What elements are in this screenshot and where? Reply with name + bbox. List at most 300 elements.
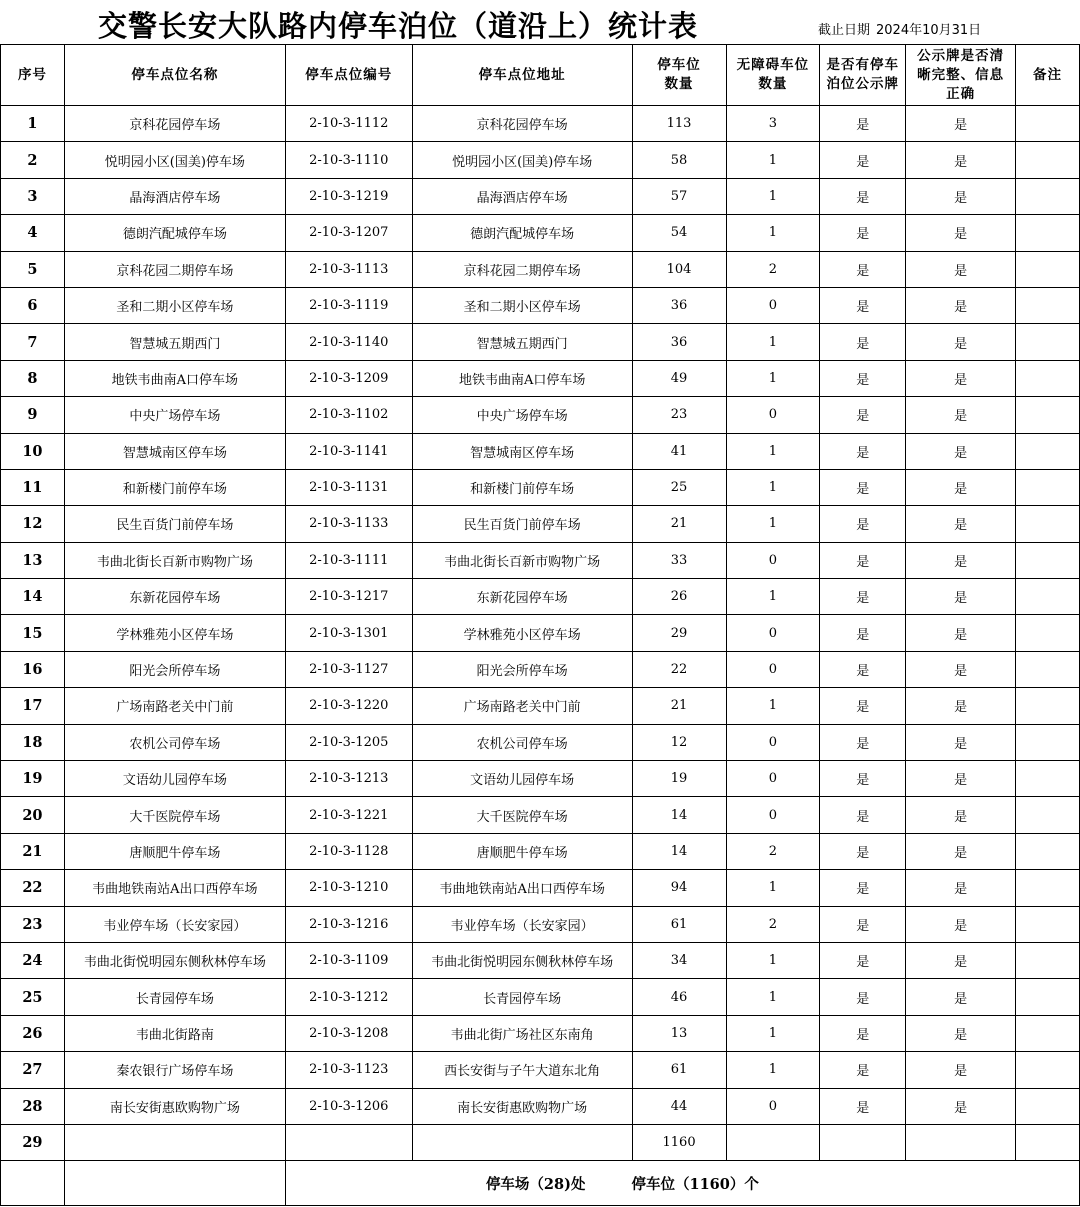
table-row [1, 688, 1080, 724]
cell-remark [1016, 397, 1080, 433]
table-row [1, 615, 1080, 651]
cell-accessible: 1 [726, 688, 820, 724]
cell-name: 韦曲北街长百新市购物广场 [64, 542, 285, 578]
cell-name: 和新楼门前停车场 [64, 469, 285, 505]
cell-remark [1016, 761, 1080, 797]
cell-address: 晶海酒店停车场 [412, 178, 632, 214]
cell-code: 2-10-3-1131 [285, 469, 412, 505]
cell-sign-ok: 是 [906, 178, 1016, 214]
cell-spaces: 12 [632, 724, 726, 760]
cell-has-sign: 是 [820, 833, 906, 869]
cell-code: 2-10-3-1205 [285, 724, 412, 760]
cell-seq: 27 [1, 1052, 65, 1088]
cell-spaces: 54 [632, 215, 726, 251]
cell-name: 圣和二期小区停车场 [64, 287, 285, 323]
cell-spaces: 61 [632, 1052, 726, 1088]
cell-remark [1016, 906, 1080, 942]
cell-remark [1016, 506, 1080, 542]
cell-accessible: 1 [726, 979, 820, 1015]
cell-has-sign: 是 [820, 797, 906, 833]
cell-spaces: 21 [632, 506, 726, 542]
cell-accessible: 2 [726, 833, 820, 869]
cell-address: 韦曲北街广场社区东南角 [412, 1015, 632, 1051]
cell-address: 学林雅苑小区停车场 [412, 615, 632, 651]
cell-sign-ok: 是 [906, 688, 1016, 724]
cell-spaces: 25 [632, 469, 726, 505]
cell-remark [1016, 106, 1080, 142]
cell-address: 地铁韦曲南A口停车场 [412, 360, 632, 396]
cell-seq: 24 [1, 942, 65, 978]
col-header-sign-ok: 公示牌是否清晰完整、信息正确 [906, 45, 1016, 106]
cell-name: 秦农银行广场停车场 [64, 1052, 285, 1088]
cell-sign-ok: 是 [906, 433, 1016, 469]
cell-has-sign: 是 [820, 397, 906, 433]
table-row [1, 906, 1080, 942]
cell-sign-ok: 是 [906, 506, 1016, 542]
cell-name: 南长安街惠欧购物广场 [64, 1088, 285, 1124]
cell-spaces: 14 [632, 797, 726, 833]
cell-accessible: 1 [726, 1052, 820, 1088]
cell-accessible: 1 [726, 360, 820, 396]
cell-spaces: 46 [632, 979, 726, 1015]
cell-spaces: 19 [632, 761, 726, 797]
cell-has-sign: 是 [820, 433, 906, 469]
cell-accessible: 1 [726, 579, 820, 615]
cell-accessible: 0 [726, 397, 820, 433]
cell-accessible: 0 [726, 287, 820, 323]
cell-code: 2-10-3-1301 [285, 615, 412, 651]
cell-has-sign: 是 [820, 724, 906, 760]
cell-accessible: 1 [726, 433, 820, 469]
cell-code: 2-10-3-1113 [285, 251, 412, 287]
table-row [1, 360, 1080, 396]
cell-spaces: 29 [632, 615, 726, 651]
table-row [1, 106, 1080, 142]
cell-address: 智慧城南区停车场 [412, 433, 632, 469]
cell-remark [1016, 615, 1080, 651]
cell-code: 2-10-3-1133 [285, 506, 412, 542]
cell-has-sign: 是 [820, 1088, 906, 1124]
cutoff-value: 2024年10月31日 [876, 23, 982, 38]
cell-remark [1016, 579, 1080, 615]
cell-name: 阳光会所停车场 [64, 651, 285, 687]
col-header-name: 停车点位名称 [64, 45, 285, 106]
cell-has-sign: 是 [820, 469, 906, 505]
cell-seq: 15 [1, 615, 65, 651]
header-row [1, 45, 1080, 106]
cell-remark [1016, 870, 1080, 906]
cell-seq: 1 [1, 106, 65, 142]
table-row [1, 761, 1080, 797]
cell-accessible: 0 [726, 542, 820, 578]
table-row [1, 469, 1080, 505]
cell-name: 地铁韦曲南A口停车场 [64, 360, 285, 396]
cell-remark [1016, 833, 1080, 869]
cell-seq: 20 [1, 797, 65, 833]
cell-address: 中央广场停车场 [412, 397, 632, 433]
cell-sign-ok: 是 [906, 1088, 1016, 1124]
cell-sign-ok: 是 [906, 579, 1016, 615]
cell-name: 德朗汽配城停车场 [64, 215, 285, 251]
cell-accessible: 2 [726, 251, 820, 287]
cell-code: 2-10-3-1206 [285, 1088, 412, 1124]
parking-table [0, 44, 1080, 1206]
cell-remark [1016, 542, 1080, 578]
cell-seq: 4 [1, 215, 65, 251]
cell-sign-ok: 是 [906, 724, 1016, 760]
cell-seq: 16 [1, 651, 65, 687]
cell-has-sign: 是 [820, 542, 906, 578]
cell-seq: 6 [1, 287, 65, 323]
cell-accessible: 1 [726, 178, 820, 214]
col-header-seq: 序号 [1, 45, 65, 106]
cell-accessible: 0 [726, 761, 820, 797]
table-row [1, 542, 1080, 578]
cell-name: 晶海酒店停车场 [64, 178, 285, 214]
table-row [1, 579, 1080, 615]
cell-has-sign: 是 [820, 906, 906, 942]
cell-code: 2-10-3-1217 [285, 579, 412, 615]
table-row [1, 397, 1080, 433]
cell-has-sign: 是 [820, 651, 906, 687]
summary-spaces: 停车位（1160）个 [631, 1175, 759, 1193]
col-header-accessible: 无障碍车位数量 [726, 45, 820, 106]
table-row [1, 215, 1080, 251]
cell-has-sign: 是 [820, 178, 906, 214]
cell-sign-ok: 是 [906, 761, 1016, 797]
cell-spaces: 49 [632, 360, 726, 396]
cell-sign-ok: 是 [906, 1015, 1016, 1051]
cell-name: 智慧城南区停车场 [64, 433, 285, 469]
table-row [1, 433, 1080, 469]
cell-name: 韦曲北街路南 [64, 1015, 285, 1051]
cell-accessible: 1 [726, 469, 820, 505]
cell-accessible: 1 [726, 942, 820, 978]
cell-spaces: 22 [632, 651, 726, 687]
cell-remark [1016, 797, 1080, 833]
cell-code: 2-10-3-1216 [285, 906, 412, 942]
cell-accessible: 0 [726, 651, 820, 687]
cell-sign-ok: 是 [906, 870, 1016, 906]
col-header-address: 停车点位地址 [412, 45, 632, 106]
cell-name: 大千医院停车场 [64, 797, 285, 833]
cell-spaces: 14 [632, 833, 726, 869]
cell-address: 韦曲地铁南站A出口西停车场 [412, 870, 632, 906]
cell-remark [1016, 324, 1080, 360]
cell-sign-ok: 是 [906, 324, 1016, 360]
cutoff-date [818, 19, 981, 38]
cell-code: 2-10-3-1110 [285, 142, 412, 178]
cell-remark [1016, 1088, 1080, 1124]
cell-spaces: 113 [632, 106, 726, 142]
cell-remark [1016, 287, 1080, 323]
cell-spaces: 41 [632, 433, 726, 469]
cell-address: 长青园停车场 [412, 979, 632, 1015]
cell-accessible: 0 [726, 797, 820, 833]
cell-address: 东新花园停车场 [412, 579, 632, 615]
table-row [1, 1088, 1080, 1124]
cell-code: 2-10-3-1220 [285, 688, 412, 724]
cell-seq: 10 [1, 433, 65, 469]
cell-address: 圣和二期小区停车场 [412, 287, 632, 323]
cell-address: 南长安街惠欧购物广场 [412, 1088, 632, 1124]
cell-code: 2-10-3-1102 [285, 397, 412, 433]
cell-address: 韦业停车场（长安家园） [412, 906, 632, 942]
cell-remark [1016, 142, 1080, 178]
cell-has-sign: 是 [820, 942, 906, 978]
cell-accessible: 3 [726, 106, 820, 142]
cell-seq: 22 [1, 870, 65, 906]
cell-seq: 7 [1, 324, 65, 360]
cell-spaces: 26 [632, 579, 726, 615]
cell-code: 2-10-3-1208 [285, 1015, 412, 1051]
cell-remark [1016, 1015, 1080, 1051]
cell-has-sign: 是 [820, 1052, 906, 1088]
cell-sign-ok: 是 [906, 251, 1016, 287]
cell-spaces: 36 [632, 287, 726, 323]
cell-remark [1016, 433, 1080, 469]
cell-has-sign: 是 [820, 761, 906, 797]
cell-seq: 9 [1, 397, 65, 433]
cell-sign-ok: 是 [906, 215, 1016, 251]
cell-has-sign: 是 [820, 324, 906, 360]
cell-sign-ok: 是 [906, 833, 1016, 869]
cell-address: 德朗汽配城停车场 [412, 215, 632, 251]
cell-accessible: 0 [726, 724, 820, 760]
cell-sign-ok: 是 [906, 397, 1016, 433]
col-header-remark: 备注 [1016, 45, 1080, 106]
cell-remark [1016, 469, 1080, 505]
cell-spaces: 36 [632, 324, 726, 360]
cell-sign-ok: 是 [906, 106, 1016, 142]
table-row [1, 506, 1080, 542]
cell-seq: 13 [1, 542, 65, 578]
cell-code: 2-10-3-1119 [285, 287, 412, 323]
total-spaces: 1160 [632, 1124, 726, 1160]
cell-address: 阳光会所停车场 [412, 651, 632, 687]
cell-name: 韦业停车场（长安家园） [64, 906, 285, 942]
cell-accessible: 1 [726, 1015, 820, 1051]
cell-seq: 12 [1, 506, 65, 542]
cell-seq: 3 [1, 178, 65, 214]
cell-sign-ok: 是 [906, 287, 1016, 323]
col-header-has-sign: 是否有停车泊位公示牌 [820, 45, 906, 106]
cell-spaces: 13 [632, 1015, 726, 1051]
cell-has-sign: 是 [820, 615, 906, 651]
cell-code: 2-10-3-1210 [285, 870, 412, 906]
cell-code: 2-10-3-1207 [285, 215, 412, 251]
summary-text [285, 1161, 1079, 1206]
cell-has-sign: 是 [820, 1015, 906, 1051]
table-row [1, 1052, 1080, 1088]
cell-has-sign: 是 [820, 215, 906, 251]
cell-name: 悦明园小区(国美)停车场 [64, 142, 285, 178]
cell-address: 韦曲北街悦明园东侧秋林停车场 [412, 942, 632, 978]
cell-spaces: 104 [632, 251, 726, 287]
cell-remark [1016, 1052, 1080, 1088]
cell-seq: 21 [1, 833, 65, 869]
cell-accessible: 2 [726, 906, 820, 942]
cell-remark [1016, 215, 1080, 251]
cell-name: 民生百货门前停车场 [64, 506, 285, 542]
cell-has-sign: 是 [820, 106, 906, 142]
cell-seq: 2 [1, 142, 65, 178]
cell-seq: 17 [1, 688, 65, 724]
cell-accessible: 1 [726, 142, 820, 178]
cell-accessible: 0 [726, 615, 820, 651]
cell-code: 2-10-3-1123 [285, 1052, 412, 1088]
cell-name: 唐顺肥牛停车场 [64, 833, 285, 869]
cell-code: 2-10-3-1209 [285, 360, 412, 396]
cell-accessible: 0 [726, 1088, 820, 1124]
cell-has-sign: 是 [820, 506, 906, 542]
cell-remark [1016, 651, 1080, 687]
cell-spaces: 21 [632, 688, 726, 724]
cell-code: 2-10-3-1128 [285, 833, 412, 869]
cell-name: 长青园停车场 [64, 979, 285, 1015]
cell-accessible: 1 [726, 324, 820, 360]
cell-sign-ok: 是 [906, 469, 1016, 505]
table-row [1, 979, 1080, 1015]
cell-sign-ok: 是 [906, 360, 1016, 396]
cell-seq: 8 [1, 360, 65, 396]
cell-code: 2-10-3-1221 [285, 797, 412, 833]
cell-seq: 5 [1, 251, 65, 287]
cell-address: 广场南路老关中门前 [412, 688, 632, 724]
cell-address: 农机公司停车场 [412, 724, 632, 760]
cell-address: 和新楼门前停车场 [412, 469, 632, 505]
cell-has-sign: 是 [820, 251, 906, 287]
table-row [1, 251, 1080, 287]
cell-sign-ok: 是 [906, 797, 1016, 833]
cell-name: 广场南路老关中门前 [64, 688, 285, 724]
cell-name: 韦曲地铁南站A出口西停车场 [64, 870, 285, 906]
cell-spaces: 23 [632, 397, 726, 433]
table-row [1, 724, 1080, 760]
cutoff-label: 截止日期 [818, 23, 871, 38]
cell-accessible: 1 [726, 870, 820, 906]
cell-name: 京科花园二期停车场 [64, 251, 285, 287]
cell-name: 学林雅苑小区停车场 [64, 615, 285, 651]
cell-spaces: 34 [632, 942, 726, 978]
cell-code: 2-10-3-1219 [285, 178, 412, 214]
cell-address: 唐顺肥牛停车场 [412, 833, 632, 869]
cell-accessible: 1 [726, 506, 820, 542]
total-seq: 29 [1, 1124, 65, 1160]
total-row [1, 1124, 1080, 1160]
cell-seq: 11 [1, 469, 65, 505]
cell-name: 东新花园停车场 [64, 579, 285, 615]
cell-address: 民生百货门前停车场 [412, 506, 632, 542]
cell-name: 智慧城五期西门 [64, 324, 285, 360]
table-row [1, 324, 1080, 360]
cell-sign-ok: 是 [906, 542, 1016, 578]
cell-seq: 19 [1, 761, 65, 797]
cell-remark [1016, 724, 1080, 760]
cell-sign-ok: 是 [906, 942, 1016, 978]
summary-lots: 停车场（28)处 [485, 1175, 586, 1193]
cell-address: 京科花园二期停车场 [412, 251, 632, 287]
cell-address: 文语幼儿园停车场 [412, 761, 632, 797]
cell-code: 2-10-3-1140 [285, 324, 412, 360]
table-row [1, 833, 1080, 869]
cell-address: 悦明园小区(国美)停车场 [412, 142, 632, 178]
cell-remark [1016, 979, 1080, 1015]
cell-has-sign: 是 [820, 287, 906, 323]
cell-accessible: 1 [726, 215, 820, 251]
cell-address: 大千医院停车场 [412, 797, 632, 833]
cell-spaces: 58 [632, 142, 726, 178]
cell-remark [1016, 360, 1080, 396]
cell-code: 2-10-3-1213 [285, 761, 412, 797]
cell-seq: 23 [1, 906, 65, 942]
summary-row [1, 1161, 1080, 1206]
cell-has-sign: 是 [820, 870, 906, 906]
cell-sign-ok: 是 [906, 651, 1016, 687]
cell-has-sign: 是 [820, 579, 906, 615]
cell-name: 文语幼儿园停车场 [64, 761, 285, 797]
table-row [1, 142, 1080, 178]
cell-sign-ok: 是 [906, 1052, 1016, 1088]
cell-code: 2-10-3-1109 [285, 942, 412, 978]
cell-code: 2-10-3-1212 [285, 979, 412, 1015]
cell-address: 京科花园停车场 [412, 106, 632, 142]
cell-address: 西长安街与子午大道东北角 [412, 1052, 632, 1088]
table-row [1, 942, 1080, 978]
page-title: 交警长安大队路内停车泊位（道沿上）统计表 [98, 9, 699, 43]
cell-sign-ok: 是 [906, 615, 1016, 651]
cell-seq: 28 [1, 1088, 65, 1124]
cell-seq: 14 [1, 579, 65, 615]
cell-name: 京科花园停车场 [64, 106, 285, 142]
cell-address: 韦曲北街长百新市购物广场 [412, 542, 632, 578]
cell-address: 智慧城五期西门 [412, 324, 632, 360]
table-row [1, 1015, 1080, 1051]
cell-remark [1016, 688, 1080, 724]
cell-has-sign: 是 [820, 360, 906, 396]
cell-spaces: 33 [632, 542, 726, 578]
table-row [1, 287, 1080, 323]
cell-code: 2-10-3-1141 [285, 433, 412, 469]
cell-has-sign: 是 [820, 142, 906, 178]
cell-spaces: 61 [632, 906, 726, 942]
cell-code: 2-10-3-1112 [285, 106, 412, 142]
table-row [1, 651, 1080, 687]
col-header-spaces: 停车位数量 [632, 45, 726, 106]
cell-spaces: 94 [632, 870, 726, 906]
cell-sign-ok: 是 [906, 142, 1016, 178]
cell-remark [1016, 251, 1080, 287]
cell-sign-ok: 是 [906, 979, 1016, 1015]
cell-code: 2-10-3-1127 [285, 651, 412, 687]
cell-name: 农机公司停车场 [64, 724, 285, 760]
table-row [1, 178, 1080, 214]
cell-name: 中央广场停车场 [64, 397, 285, 433]
col-header-code: 停车点位编号 [285, 45, 412, 106]
cell-has-sign: 是 [820, 688, 906, 724]
cell-code: 2-10-3-1111 [285, 542, 412, 578]
cell-seq: 26 [1, 1015, 65, 1051]
cell-has-sign: 是 [820, 979, 906, 1015]
table-row [1, 797, 1080, 833]
cell-remark [1016, 178, 1080, 214]
cell-name: 韦曲北街悦明园东侧秋林停车场 [64, 942, 285, 978]
table-row [1, 870, 1080, 906]
cell-seq: 18 [1, 724, 65, 760]
cell-spaces: 57 [632, 178, 726, 214]
cell-spaces: 44 [632, 1088, 726, 1124]
cell-seq: 25 [1, 979, 65, 1015]
